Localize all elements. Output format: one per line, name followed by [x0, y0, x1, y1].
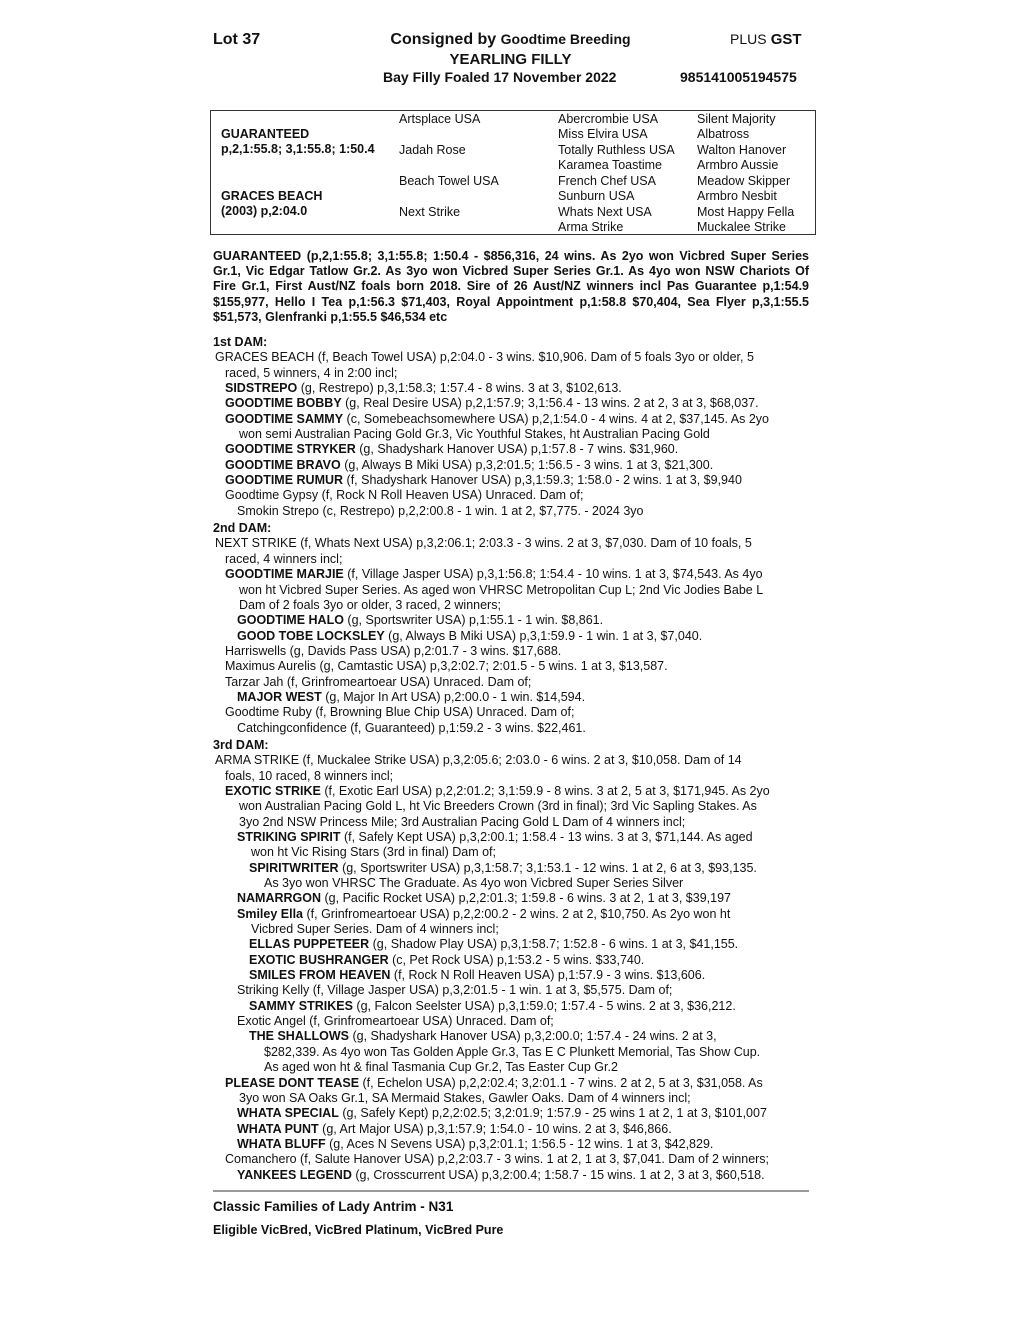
line-text: (g, Shadyshark Hanover USA) p,3,2:00.0; 1:57.4 - 24 wins. 2 at 3, — [349, 1029, 717, 1044]
microchip-number: 985141005194575 — [680, 69, 797, 85]
pedigree-line — [213, 1122, 809, 1137]
lot-number: Lot 37 — [213, 31, 261, 48]
line-text: (g, Crosscurrent USA) p,3,2:00.4; 1:58.7 - 15 wins. 1 at 2, 3 at 3, $60,518. — [351, 1167, 765, 1182]
horse-name: EXOTIC STRIKE — [225, 783, 321, 798]
pedigree-line — [213, 891, 809, 906]
line-text: (c, Somebeachsomewhere USA) p,2,1:54.0 - 4 wins. 4 at 2, $37,145. As 2yo — [343, 411, 769, 426]
pedigree-line — [213, 968, 809, 983]
line-text: Striking Kelly (f, Village Jasper USA) p,3,2:01.5 - 1 win. 1 at 3, $5,575. Dam of; — [237, 983, 673, 998]
pedigree-line — [213, 552, 809, 567]
divider — [213, 1190, 809, 1192]
pedigree-g3-8: Arma Strike — [558, 220, 624, 234]
line-text: 1st DAM: — [213, 335, 268, 349]
pedigree-line — [213, 953, 809, 968]
pedigree-line — [213, 705, 809, 720]
pedigree-line — [213, 396, 809, 411]
horse-name: STRIKING SPIRIT — [237, 830, 341, 844]
pedigree-line — [213, 1060, 809, 1075]
line-text: (g, Shadyshark Hanover USA) p,1:57.8 - 7 wins. $31,960. — [355, 442, 679, 457]
sire-summary: GUARANTEED (p,2,1:55.8; 3,1:55.8; 1:50.4 - $856,316, 24 wins. As 2yo won Vicbred Super Series Gr.1, Vic Edgar Tatlow Gr.2. As 3yo won Vicbred Super Series Gr.1. As 4yo won NSW Chariots Of Fire Gr.1, First Aust/NZ foals born 2018. Sire of 26 Aust/NZ winners incl Pas Guarantee p,1:54.9 $155,977, Hello I Tea p,1:56.3 $71,403, Royal Appointment p,1:58.8 $70,404, Sea Flyer p,3,1:55.5 $51,573, Glenfranki p,1:55.5 $46,534 etc — [213, 249, 809, 324]
dam-heading — [213, 335, 809, 350]
line-text: won Australian Pacing Gold L, ht Vic Breeders Crown (3rd in final); 3rd Vic Sapling Stakes. As — [239, 799, 757, 814]
line-text: (g, Sportswriter USA) p,1:55.1 - 1 win. $8,861. — [343, 613, 604, 628]
pedigree-g4-4: Armbro Aussie — [697, 158, 779, 172]
pedigree-line — [213, 876, 809, 891]
pedigree-line — [213, 784, 809, 799]
line-text: (g, Sportswriter USA) p,3,1:58.7; 3,1:53.1 - 12 wins. 1 at 2, 6 at 3, $93,135. — [338, 860, 757, 875]
horse-name: THE SHALLOWS — [249, 1029, 349, 1044]
horse-name: SAMMY STRIKES — [249, 998, 353, 1013]
horse-name: GOODTIME BRAVO — [225, 457, 341, 472]
line-text: Maximus Aurelis (g, Camtastic USA) p,3,2:02.7; 2:01.5 - 5 wins. 1 at 3, $13,587. — [225, 659, 668, 674]
plus-label: PLUS — [730, 31, 767, 47]
pedigree-g4-2: Albatross — [697, 127, 750, 141]
pedigree-line — [213, 769, 809, 784]
line-text: Catchingconfidence (f, Guaranteed) p,1:59.2 - 3 wins. $22,461. — [237, 720, 586, 735]
eligibility-line: Eligible VicBred, VicBred Platinum, VicBred Pure — [213, 1223, 504, 1237]
pedigree-line — [213, 753, 809, 768]
pedigree-line — [213, 799, 809, 814]
consigned-by-label: Consigned by — [390, 31, 497, 48]
foaled-info: Bay Filly Foaled 17 November 2022 — [383, 69, 617, 85]
pedigree-g3-5: French Chef USA — [558, 174, 656, 188]
pedigree-line — [213, 922, 809, 937]
line-text: 3yo won SA Oaks Gr.1, SA Mermaid Stakes, Gawler Oaks. Dam of 4 winners incl; — [239, 1090, 691, 1105]
horse-name: NAMARRGON — [237, 891, 322, 906]
line-text: Smokin Strepo (c, Restrepo) p,2,2:00.8 - 1 win. 1 at 2, $7,775. - 2024 3yo — [237, 503, 644, 518]
line-text: NEXT STRIKE (f, Whats Next USA) p,3,2:06.1; 2:03.3 - 3 wins. 2 at 3, $7,030. Dam of 10 foals, 5 — [215, 536, 752, 551]
line-text: (g, Falcon Seelster USA) p,3,1:59.0; 1:57.4 - 5 wins. 2 at 3, $36,212. — [352, 998, 736, 1013]
line-text: (g, Major In Art USA) p,2:00.0 - 1 win. $14,594. — [321, 689, 586, 704]
line-text: (g, Safely Kept) p,2,2:02.5; 3,2:01.9; 1:57.9 - 25 wins 1 at 2, 1 at 3, $101,007 — [338, 1106, 767, 1121]
line-text: won ht Vic Rising Stars (3rd in final) Dam of; — [251, 845, 497, 860]
line-text: foals, 10 raced, 8 winners incl; — [225, 768, 394, 783]
horse-name: PLEASE DONT TEASE — [225, 1075, 360, 1090]
pedigree-line — [213, 1014, 809, 1029]
pedigree-line — [213, 644, 809, 659]
line-text: Comanchero (f, Salute Hanover USA) p,2,2:03.7 - 3 wins. 1 at 2, 1 at 3, $7,041. Dam of 2 winners; — [225, 1152, 770, 1167]
pedigree-g4-6: Armbro Nesbit — [697, 189, 777, 203]
line-text: (g, Aces N Sevens USA) p,3,2:01.1; 1:56.5 - 12 wins. 1 at 3, $42,829. — [325, 1136, 714, 1151]
pedigree-line — [213, 659, 809, 674]
horse-name: GOODTIME HALO — [237, 613, 344, 628]
line-text: (g, Always B Miki USA) p,3,1:59.9 - 1 win. 1 at 3, $7,040. — [384, 628, 703, 643]
line-text: (f, Grinfromeartoear USA) p,2,2:00.2 - 2 wins. 2 at 2, $10,750. As 2yo won ht — [303, 906, 731, 921]
horse-type: YEARLING FILLY — [449, 51, 572, 68]
line-text: won semi Australian Pacing Gold Gr.3, Vic Youthful Stakes, ht Australian Pacing Gold — [239, 427, 710, 442]
horse-name: ELLAS PUPPETEER — [249, 937, 370, 952]
line-text: (f, Safely Kept USA) p,3,2:00.1; 1:58.4 - 13 wins. 3 at 3, $71,144. As aged — [340, 830, 753, 844]
line-text: (f, Echelon USA) p,2,2:02.4; 3,2:01.1 - 7 wins. 2 at 2, 5 at 3, $31,058. As — [359, 1075, 763, 1090]
pedigree-g3-1: Abercrombie USA — [558, 112, 659, 126]
pedigree-line — [213, 1091, 809, 1106]
pedigree-line — [213, 629, 809, 644]
line-text: GRACES BEACH (f, Beach Towel USA) p,2:04.0 - 3 wins. $10,906. Dam of 5 foals 3yo or older, 5 — [215, 350, 754, 365]
line-text: Exotic Angel (f, Grinfromeartoear USA) Unraced. Dam of; — [237, 1014, 554, 1029]
pedigree-line — [213, 861, 809, 876]
pedigree-sire-record: p,2,1:55.8; 3,1:55.8; 1:50.4 — [221, 142, 375, 156]
line-text: Tarzar Jah (f, Grinfromeartoear USA) Unraced. Dam of; — [225, 674, 532, 689]
pedigree-dam-record: (2003) p,2:04.0 — [221, 204, 308, 218]
pedigree-line — [213, 675, 809, 690]
pedigree-line — [213, 350, 809, 365]
horse-name: EXOTIC BUSHRANGER — [249, 952, 389, 967]
pedigree-line — [213, 815, 809, 830]
pedigree-line — [213, 504, 809, 519]
line-text: (g, Real Desire USA) p,2,1:57.9; 3,1:56.4 - 13 wins. 2 at 2, 3 at 3, $68,037. — [341, 396, 759, 411]
pedigree-line — [213, 442, 809, 457]
consignor-line — [0, 31, 1021, 49]
pedigree-line — [213, 1045, 809, 1060]
line-text: ARMA STRIKE (f, Muckalee Strike USA) p,3,2:05.6; 2:03.0 - 6 wins. 2 at 3, $10,058. Dam of 14 — [215, 753, 742, 768]
pedigree-g3-4: Karamea Toastime — [558, 158, 662, 172]
line-text: Harriswells (g, Davids Pass USA) p,2:01.7 - 3 wins. $17,688. — [225, 643, 562, 658]
pedigree-line — [213, 1106, 809, 1121]
pedigree-g4-3: Walton Hanover — [697, 143, 787, 157]
pedigree-g3-2: Miss Elvira USA — [558, 127, 648, 141]
line-text: (f, Rock N Roll Heaven USA) p,1:57.9 - 3 wins. $13,606. — [390, 968, 706, 983]
pedigree-line — [213, 412, 809, 427]
pedigree-g4-8: Muckalee Strike — [697, 220, 786, 234]
line-text: (g, Always B Miki USA) p,3,2:01.5; 1:56.5 - 3 wins. 1 at 3, $21,300. — [340, 457, 714, 472]
pedigree-line — [213, 690, 809, 705]
pedigree-line — [213, 458, 809, 473]
pedigree-line — [213, 488, 809, 503]
pedigree-line — [213, 473, 809, 488]
horse-name: WHATA SPECIAL — [237, 1106, 339, 1121]
pedigree-line — [213, 721, 809, 736]
horse-name: WHATA PUNT — [237, 1121, 319, 1136]
pedigree-grandam: Jadah Rose — [399, 143, 466, 157]
pedigree-line — [213, 983, 809, 998]
gst-label — [730, 31, 802, 48]
pedigree-g4-7: Most Happy Fella — [697, 205, 795, 219]
pedigree-grandsire: Artsplace USA — [399, 112, 481, 126]
horse-name: WHATA BLUFF — [237, 1136, 326, 1151]
consignor-name: Goodtime Breeding — [500, 31, 631, 47]
pedigree-sire: GUARANTEED — [221, 127, 310, 141]
line-text: (g, Art Major USA) p,3,1:57.9; 1:54.0 - 10 wins. 2 at 3, $46,866. — [318, 1121, 672, 1136]
pedigree-line — [213, 427, 809, 442]
pedigree-line — [213, 937, 809, 952]
horse-name: YANKEES LEGEND — [237, 1167, 352, 1182]
pedigree-line — [213, 366, 809, 381]
horse-name: MAJOR WEST — [237, 689, 322, 704]
horse-name: GOODTIME RUMUR — [225, 473, 344, 488]
pedigree-line — [213, 567, 809, 582]
line-text: (g, Shadow Play USA) p,3,1:58.7; 1:52.8 - 6 wins. 1 at 3, $41,155. — [369, 937, 739, 952]
pedigree-line — [213, 907, 809, 922]
pedigree-line — [213, 1029, 809, 1044]
horse-name: GOODTIME MARJIE — [225, 567, 344, 582]
pedigree-line — [213, 381, 809, 396]
pedigree-g3-7: Whats Next USA — [558, 205, 652, 219]
pedigree-g4-1: Silent Majority — [697, 112, 776, 126]
line-text: (f, Village Jasper USA) p,3,1:56.8; 1:54.4 - 10 wins. 1 at 3, $74,543. As 4yo — [343, 567, 763, 582]
horse-name: SIDSTREPO — [225, 381, 298, 396]
line-text: won ht Vicbred Super Series. As aged won VHRSC Metropolitan Cup L; 2nd Vic Jodies Babe L — [239, 582, 764, 597]
pedigree-line — [213, 1076, 809, 1091]
pedigree-line — [213, 1168, 809, 1183]
pedigree-line — [213, 1137, 809, 1152]
pedigree-granddam: Next Strike — [399, 205, 461, 219]
pedigree-line — [213, 536, 809, 551]
line-text: (f, Exotic Earl USA) p,2,2:01.2; 3,1:59.9 - 8 wins. 3 at 2, 5 at 3, $171,945. As 2yo — [320, 783, 770, 798]
line-text: raced, 4 winners incl; — [225, 551, 343, 566]
line-text: Dam of 2 foals 3yo or older, 3 raced, 2 winners; — [239, 597, 501, 612]
line-text: Goodtime Ruby (f, Browning Blue Chip USA) Unraced. Dam of; — [225, 705, 575, 720]
line-text: Vicbred Super Series. Dam of 4 winners incl; — [251, 922, 499, 937]
line-text: raced, 5 winners, 4 in 2:00 incl; — [225, 365, 398, 380]
line-text: (c, Pet Rock USA) p,1:53.2 - 5 wins. $33,740. — [388, 952, 645, 967]
horse-name: GOODTIME SAMMY — [225, 411, 344, 426]
line-text: $282,339. As 4yo won Tas Golden Apple Gr.3, Tas E C Plunkett Memorial, Tas Show Cup. — [264, 1044, 761, 1059]
dam-heading — [213, 521, 809, 536]
horse-name: GOODTIME STRYKER — [225, 442, 356, 457]
pedigree-table — [210, 110, 816, 235]
horse-name: GOODTIME BOBBY — [225, 396, 342, 411]
line-text: (g, Restrepo) p,3,1:58.3; 1:57.4 - 8 wins. 3 at 3, $102,613. — [297, 381, 622, 396]
line-text: 3yo 2nd NSW Princess Mile; 3rd Australian Pacing Gold L Dam of 4 winners incl; — [239, 814, 686, 829]
line-text: (f, Shadyshark Hanover USA) p,3,1:59.3; 1:58.0 - 2 wins. 1 at 3, $9,940 — [343, 473, 742, 488]
pedigree-line — [213, 613, 809, 628]
pedigree-line — [213, 598, 809, 613]
horse-name: SPIRITWRITER — [249, 860, 339, 875]
line-text: As 3yo won VHRSC The Graduate. As 4yo won Vicbred Super Series Silver — [264, 876, 684, 891]
pedigree-dam: GRACES BEACH — [221, 189, 323, 203]
pedigree-g3-3: Totally Ruthless USA — [558, 143, 675, 157]
pedigree-line — [213, 583, 809, 598]
pedigree-line — [213, 830, 809, 845]
horse-name: SMILES FROM HEAVEN — [249, 968, 391, 983]
line-text: 2nd DAM: — [213, 521, 272, 536]
line-text: Goodtime Gypsy (f, Rock N Roll Heaven USA) Unraced. Dam of; — [225, 488, 584, 503]
dam-lines — [213, 333, 809, 1183]
pedigree-line — [213, 999, 809, 1014]
gst-text: GST — [770, 31, 802, 48]
dam-heading — [213, 738, 809, 753]
pedigree-line — [213, 1152, 809, 1167]
horse-name: GOOD TOBE LOCKSLEY — [237, 628, 385, 643]
horse-name: Smiley Ella — [237, 906, 304, 921]
pedigree-g4-5: Meadow Skipper — [697, 174, 791, 188]
family-line: Classic Families of Lady Antrim - N31 — [213, 1199, 454, 1214]
line-text: As aged won ht & final Tasmania Cup Gr.2, Tas Easter Cup Gr.2 — [264, 1060, 618, 1075]
pedigree-line — [213, 845, 809, 860]
pedigree-damsire: Beach Towel USA — [399, 174, 499, 188]
pedigree-g3-6: Sunburn USA — [558, 189, 635, 203]
line-text: 3rd DAM: — [213, 737, 269, 752]
line-text: (g, Pacific Rocket USA) p,2,2:01.3; 1:59.8 - 6 wins. 3 at 2, 1 at 3, $39,197 — [321, 891, 731, 906]
